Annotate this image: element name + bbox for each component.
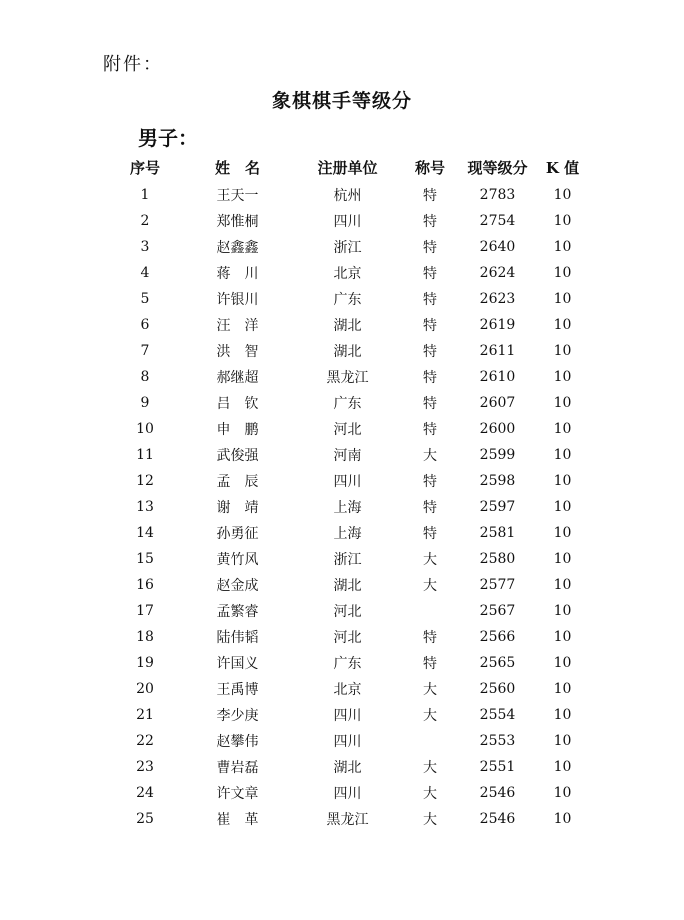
cell-k: 10 <box>553 447 572 463</box>
cell-k: 10 <box>553 421 572 437</box>
cell-unit: 浙江 <box>333 240 362 256</box>
cell-name: 许银川 <box>216 292 259 308</box>
cell-unit: 北京 <box>333 682 362 698</box>
cell-name: 王禹博 <box>216 682 259 698</box>
cell-name: 赵攀伟 <box>216 734 259 750</box>
cell-name: 郑惟桐 <box>216 214 259 230</box>
cell-k: 10 <box>553 239 572 255</box>
header-title: 称号 <box>414 158 445 177</box>
cell-k: 10 <box>553 681 572 697</box>
cell-name: 孟繁睿 <box>216 604 259 620</box>
cell-unit: 黑龙江 <box>326 370 369 386</box>
cell-title: 特 <box>423 656 437 672</box>
cell-name: 汪 洋 <box>216 318 259 334</box>
table-row <box>105 780 585 806</box>
cell-no: 25 <box>136 811 154 827</box>
cell-no: 10 <box>136 421 154 437</box>
header-k: K 值 <box>545 158 580 177</box>
cell-title: 特 <box>423 266 437 282</box>
cell-name: 谢 靖 <box>216 500 259 516</box>
cell-k: 10 <box>553 733 572 749</box>
cell-rating: 2546 <box>479 785 516 801</box>
cell-no: 24 <box>136 785 154 801</box>
cell-unit: 黑龙江 <box>326 812 369 828</box>
cell-title: 大 <box>423 708 437 724</box>
cell-unit: 广东 <box>333 656 362 672</box>
cell-rating: 2598 <box>479 473 516 489</box>
cell-no: 5 <box>140 291 150 307</box>
page-title: 象棋棋手等级分 <box>271 90 412 112</box>
cell-no: 17 <box>136 603 154 619</box>
header-name: 姓 名 <box>214 158 260 177</box>
cell-name: 申 鹏 <box>216 422 259 438</box>
cell-title: 特 <box>423 396 437 412</box>
cell-k: 10 <box>553 525 572 541</box>
cell-rating: 2565 <box>479 655 516 671</box>
table-header <box>105 152 585 182</box>
cell-k: 10 <box>553 499 572 515</box>
cell-k: 10 <box>553 395 572 411</box>
table-row <box>105 702 585 728</box>
cell-rating: 2566 <box>479 629 516 645</box>
cell-rating: 2597 <box>479 499 516 515</box>
cell-unit: 湖北 <box>333 760 362 776</box>
cell-name: 赵金成 <box>216 578 259 594</box>
cell-rating: 2610 <box>479 369 516 385</box>
cell-name: 曹岩磊 <box>216 760 259 776</box>
cell-k: 10 <box>553 629 572 645</box>
cell-no: 22 <box>136 733 154 749</box>
cell-rating: 2546 <box>479 811 516 827</box>
cell-name: 吕 钦 <box>216 396 259 412</box>
cell-unit: 浙江 <box>333 552 362 568</box>
cell-name: 许文章 <box>216 786 259 802</box>
cell-name: 陆伟韬 <box>216 630 259 646</box>
cell-unit: 湖北 <box>333 578 362 594</box>
cell-unit: 河北 <box>333 422 362 438</box>
cell-unit: 河北 <box>333 604 362 620</box>
cell-no: 9 <box>140 395 150 411</box>
cell-rating: 2611 <box>479 343 516 359</box>
cell-unit: 上海 <box>333 500 362 516</box>
cell-unit: 河北 <box>333 630 362 646</box>
cell-rating: 2553 <box>479 733 516 749</box>
table-row <box>105 598 585 624</box>
cell-rating: 2599 <box>479 447 516 463</box>
cell-rating: 2551 <box>479 759 516 775</box>
table-row <box>105 286 585 312</box>
cell-title: 大 <box>423 552 437 568</box>
cell-name: 许国义 <box>216 656 259 672</box>
cell-k: 10 <box>553 265 572 281</box>
cell-title: 特 <box>423 344 437 360</box>
cell-name: 黄竹风 <box>216 552 259 568</box>
table-row <box>105 728 585 754</box>
cell-title <box>405 598 455 624</box>
cell-rating: 2600 <box>479 421 516 437</box>
table-row <box>105 494 585 520</box>
cell-k: 10 <box>553 577 572 593</box>
cell-k: 10 <box>553 811 572 827</box>
ratings-table <box>105 152 585 832</box>
cell-no: 2 <box>140 213 150 229</box>
cell-no: 11 <box>136 447 154 463</box>
cell-rating: 2581 <box>479 525 516 541</box>
cell-unit: 广东 <box>333 396 362 412</box>
cell-k: 10 <box>553 343 572 359</box>
cell-no: 18 <box>136 629 154 645</box>
cell-k: 10 <box>553 317 572 333</box>
cell-title: 大 <box>423 682 437 698</box>
cell-rating: 2624 <box>479 265 516 281</box>
cell-k: 10 <box>553 473 572 489</box>
cell-title: 特 <box>423 370 437 386</box>
cell-unit: 四川 <box>333 708 362 724</box>
cell-title <box>405 728 455 754</box>
cell-no: 8 <box>140 369 150 385</box>
cell-rating: 2640 <box>479 239 516 255</box>
cell-k: 10 <box>553 291 572 307</box>
cell-rating: 2560 <box>479 681 516 697</box>
header-unit: 注册单位 <box>317 158 378 177</box>
cell-name: 孟 辰 <box>216 474 259 490</box>
table-row <box>105 624 585 650</box>
cell-title: 特 <box>423 422 437 438</box>
header-rating: 现等级分 <box>467 158 528 177</box>
cell-k: 10 <box>553 369 572 385</box>
section-title: 男子： <box>138 126 198 150</box>
cell-name: 李少庚 <box>216 708 259 724</box>
cell-unit: 四川 <box>333 786 362 802</box>
cell-k: 10 <box>553 655 572 671</box>
cell-unit: 北京 <box>333 266 362 282</box>
cell-title: 特 <box>423 318 437 334</box>
cell-k: 10 <box>553 213 572 229</box>
table-row <box>105 312 585 338</box>
cell-no: 15 <box>136 551 154 567</box>
cell-no: 13 <box>136 499 154 515</box>
cell-name: 洪 智 <box>216 344 259 360</box>
cell-k: 10 <box>553 785 572 801</box>
cell-k: 10 <box>553 707 572 723</box>
cell-rating: 2607 <box>479 395 516 411</box>
table-row <box>105 754 585 780</box>
cell-k: 10 <box>553 603 572 619</box>
table-row <box>105 182 585 208</box>
cell-title: 大 <box>423 786 437 802</box>
cell-title: 特 <box>423 630 437 646</box>
cell-unit: 湖北 <box>333 318 362 334</box>
cell-name: 蒋 川 <box>216 266 259 282</box>
cell-unit: 上海 <box>333 526 362 542</box>
cell-name: 郝继超 <box>216 370 259 386</box>
cell-no: 20 <box>136 681 154 697</box>
cell-title: 大 <box>423 812 437 828</box>
cell-rating: 2754 <box>479 213 516 229</box>
cell-title: 特 <box>423 526 437 542</box>
cell-rating: 2623 <box>479 291 516 307</box>
header-row <box>105 152 585 182</box>
table-row <box>105 416 585 442</box>
cell-rating: 2554 <box>479 707 516 723</box>
cell-title: 特 <box>423 188 437 204</box>
cell-title: 特 <box>423 240 437 256</box>
cell-title: 特 <box>423 474 437 490</box>
cell-rating: 2580 <box>479 551 516 567</box>
cell-no: 21 <box>136 707 154 723</box>
cell-unit: 杭州 <box>333 188 362 204</box>
table-row <box>105 650 585 676</box>
cell-no: 3 <box>140 239 150 255</box>
table-row <box>105 390 585 416</box>
cell-title: 大 <box>423 448 437 464</box>
cell-no: 23 <box>136 759 154 775</box>
table-row <box>105 364 585 390</box>
cell-no: 6 <box>140 317 150 333</box>
cell-unit: 四川 <box>333 734 362 750</box>
table-row <box>105 676 585 702</box>
cell-title: 大 <box>423 578 437 594</box>
table-row <box>105 338 585 364</box>
table-row <box>105 234 585 260</box>
table-row <box>105 806 585 832</box>
cell-title: 大 <box>423 760 437 776</box>
cell-no: 14 <box>136 525 154 541</box>
cell-name: 武俊强 <box>216 448 259 464</box>
cell-unit: 广东 <box>333 292 362 308</box>
cell-name: 赵鑫鑫 <box>216 240 259 256</box>
table-row <box>105 546 585 572</box>
cell-title: 特 <box>423 500 437 516</box>
table-row <box>105 572 585 598</box>
cell-no: 16 <box>136 577 154 593</box>
cell-k: 10 <box>553 759 572 775</box>
cell-rating: 2567 <box>479 603 516 619</box>
table-row <box>105 468 585 494</box>
cell-no: 4 <box>140 265 150 281</box>
table-row <box>105 260 585 286</box>
table-row <box>105 442 585 468</box>
cell-name: 崔 革 <box>216 812 259 828</box>
cell-no: 7 <box>140 343 150 359</box>
cell-unit: 四川 <box>333 474 362 490</box>
cell-unit: 四川 <box>333 214 362 230</box>
cell-title: 特 <box>423 214 437 230</box>
table-row <box>105 520 585 546</box>
cell-rating: 2619 <box>479 317 516 333</box>
cell-name: 王天一 <box>216 188 259 204</box>
cell-title: 特 <box>423 292 437 308</box>
cell-no: 1 <box>140 187 150 203</box>
cell-no: 19 <box>136 655 154 671</box>
cell-rating: 2783 <box>479 187 516 203</box>
cell-no: 12 <box>136 473 154 489</box>
cell-unit: 湖北 <box>333 344 362 360</box>
cell-unit: 河南 <box>333 448 362 464</box>
attachment-label: 附件： <box>103 54 163 75</box>
cell-k: 10 <box>553 551 572 567</box>
cell-k: 10 <box>553 187 572 203</box>
table-row <box>105 208 585 234</box>
cell-rating: 2577 <box>479 577 516 593</box>
table-body <box>105 182 585 832</box>
cell-name: 孙勇征 <box>216 526 259 542</box>
header-no: 序号 <box>129 158 160 177</box>
